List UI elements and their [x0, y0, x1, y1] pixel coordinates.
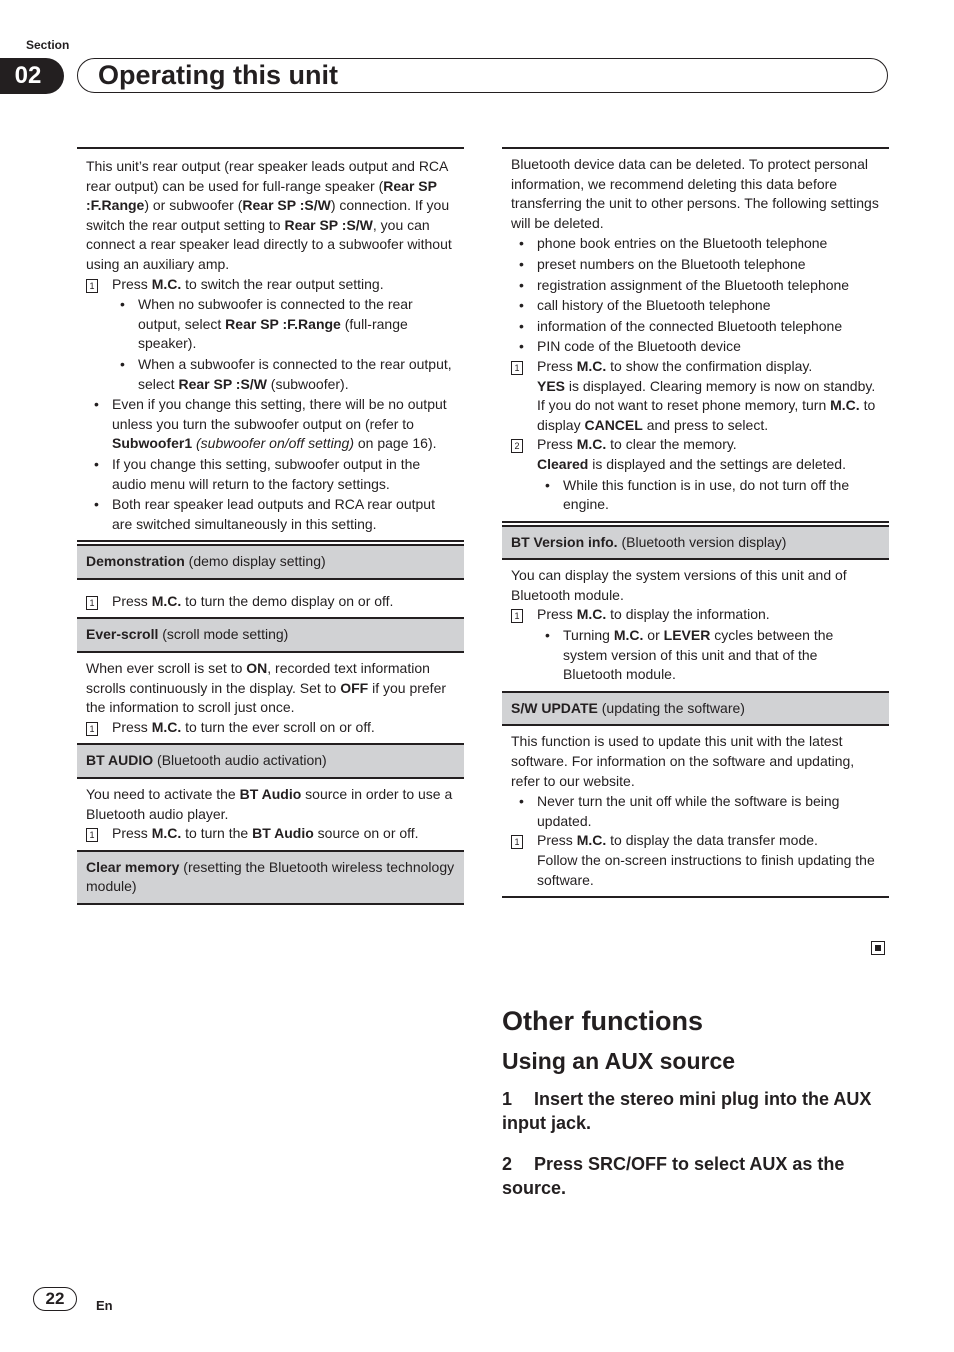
- page-title: [77, 58, 888, 93]
- btaudio-header: BT AUDIO (Bluetooth audio activation): [77, 745, 464, 779]
- swupdate-text: This function is used to update this unit with the latest software. For information on the software and updating, refer to our website.: [511, 733, 855, 789]
- rear-output-intro: This unit’s rear output (rear speaker leads output and RCA rear output) can be used for full-range speaker (Rear SP :F.Range) or subwoofer (Rear SP :S/W) connection. If you switch the rear output setting to Rear SP :S/W, you can connect a rear speaker lead directly to a subwoofer without using an auxiliary amp.: [86, 158, 452, 272]
- language-label: En: [96, 1298, 113, 1313]
- rear-output-section: [77, 149, 464, 542]
- rear-output-sub-2: • When a subwoofer is connected to the rear output, select Rear SP :S/W (subwoofer).: [120, 355, 452, 392]
- page-title-text: Operating this unit: [98, 60, 338, 90]
- aux-step-1: 1 Insert the stereo mini plug into the AUX input jack.: [502, 1089, 872, 1133]
- right-column: [502, 147, 889, 898]
- swupdate-bullet: • Never turn the unit off while the software is being updated.: [519, 793, 840, 829]
- demo-step-1: 1 Press M.C. to turn the demo display on or off.: [86, 592, 455, 612]
- demo-section: [77, 580, 464, 620]
- scroll-header: Ever-scroll (scroll mode setting): [77, 619, 464, 653]
- other-functions-heading: Other functions: [502, 1006, 703, 1036]
- demo-header: Demonstration (demo display setting): [77, 544, 464, 580]
- rear-output-bullet-2: • If you change this setting, subwoofer output in the audio menu will return to the factory settings.: [94, 455, 421, 492]
- scroll-step-1: 1 Press M.C. to turn the ever scroll on or off.: [86, 718, 455, 738]
- clear-step-2: 2 Press M.C. to clear the memory. Cleared is displayed and the settings are deleted.: [511, 435, 880, 474]
- btversion-sub: • Turning M.C. or LEVER cycles between the system version of this unit and that of the Bluetooth module.: [545, 627, 834, 683]
- clear-memory-header: Clear memory (resetting the Bluetooth wireless technology module): [77, 852, 464, 905]
- swupdate-step-1: 1 Press M.C. to display the data transfer mode. Follow the on-screen instructions to finish updating the software.: [511, 831, 880, 890]
- clear-bullet-6: • PIN code of the Bluetooth device: [519, 338, 741, 355]
- btaudio-text: You need to activate the BT Audio source in order to use a Bluetooth audio player.: [86, 786, 453, 822]
- section-label: Section: [26, 38, 70, 52]
- clear-memory-section: [502, 149, 889, 523]
- clear-bullet-5: • information of the connected Bluetooth telephone: [519, 317, 843, 334]
- left-column: [77, 147, 464, 905]
- rear-output-step-1: 1 Press M.C. to switch the rear output setting.: [86, 275, 455, 295]
- btversion-section: [502, 560, 889, 693]
- rear-output-sub-1: • When no subwoofer is connected to the rear output, select Rear SP :F.Range (full-range speaker).: [120, 296, 413, 352]
- clear-memory-text: Bluetooth device data can be deleted. To protect personal information, we recommend deleting this data before transferring the unit to other persons. The following settings will be deleted.: [511, 156, 879, 231]
- aux-step-2: 2 Press SRC/OFF to select AUX as the source.: [502, 1154, 845, 1198]
- btaudio-step-1: 1 Press M.C. to turn the BT Audio source on or off.: [86, 824, 455, 844]
- swupdate-header: S/W UPDATE (updating the software): [502, 693, 889, 727]
- btversion-text: You can display the system versions of this unit and of Bluetooth module.: [511, 567, 847, 603]
- section-number: 02: [0, 58, 64, 94]
- scroll-section: [77, 653, 464, 745]
- swupdate-section: [502, 726, 889, 898]
- clear-bullet-1: • phone book entries on the Bluetooth telephone: [519, 235, 828, 252]
- clear-step-2-note: • While this function is in use, do not turn off the engine.: [545, 476, 850, 513]
- rear-output-bullet-1: • Even if you change this setting, there will be no output unless you turn the subwoofer output on (refer to Subwoofer1 (subwoofer on/off setting) on page 16).: [94, 396, 447, 452]
- btaudio-section: [77, 779, 464, 852]
- btversion-step-1: 1 Press M.C. to display the information.: [511, 605, 880, 625]
- btversion-header: BT Version info. (Bluetooth version display): [502, 525, 889, 561]
- aux-heading: Using an AUX source: [502, 1048, 736, 1074]
- rear-output-bullet-3: • Both rear speaker lead outputs and RCA rear output are switched simultaneously in this setting.: [94, 496, 435, 532]
- clear-bullet-2: • preset numbers on the Bluetooth telephone: [519, 255, 806, 272]
- clear-bullet-3: • registration assignment of the Bluetooth telephone: [519, 276, 850, 293]
- clear-bullet-4: • call history of the Bluetooth telephone: [519, 297, 771, 314]
- end-mark-icon: [871, 941, 885, 955]
- clear-step-1: 1 Press M.C. to show the confirmation display. YES is displayed. Clearing memory is now on standby. If you do not want to reset phone memory, turn M.C. to display CANCEL and press to select.: [511, 357, 880, 435]
- page-number: 22: [33, 1287, 77, 1311]
- scroll-text: When ever scroll is set to ON, recorded text information scrolls continuously in the display. Set to OFF if you prefer the information to scroll just once.: [86, 660, 447, 716]
